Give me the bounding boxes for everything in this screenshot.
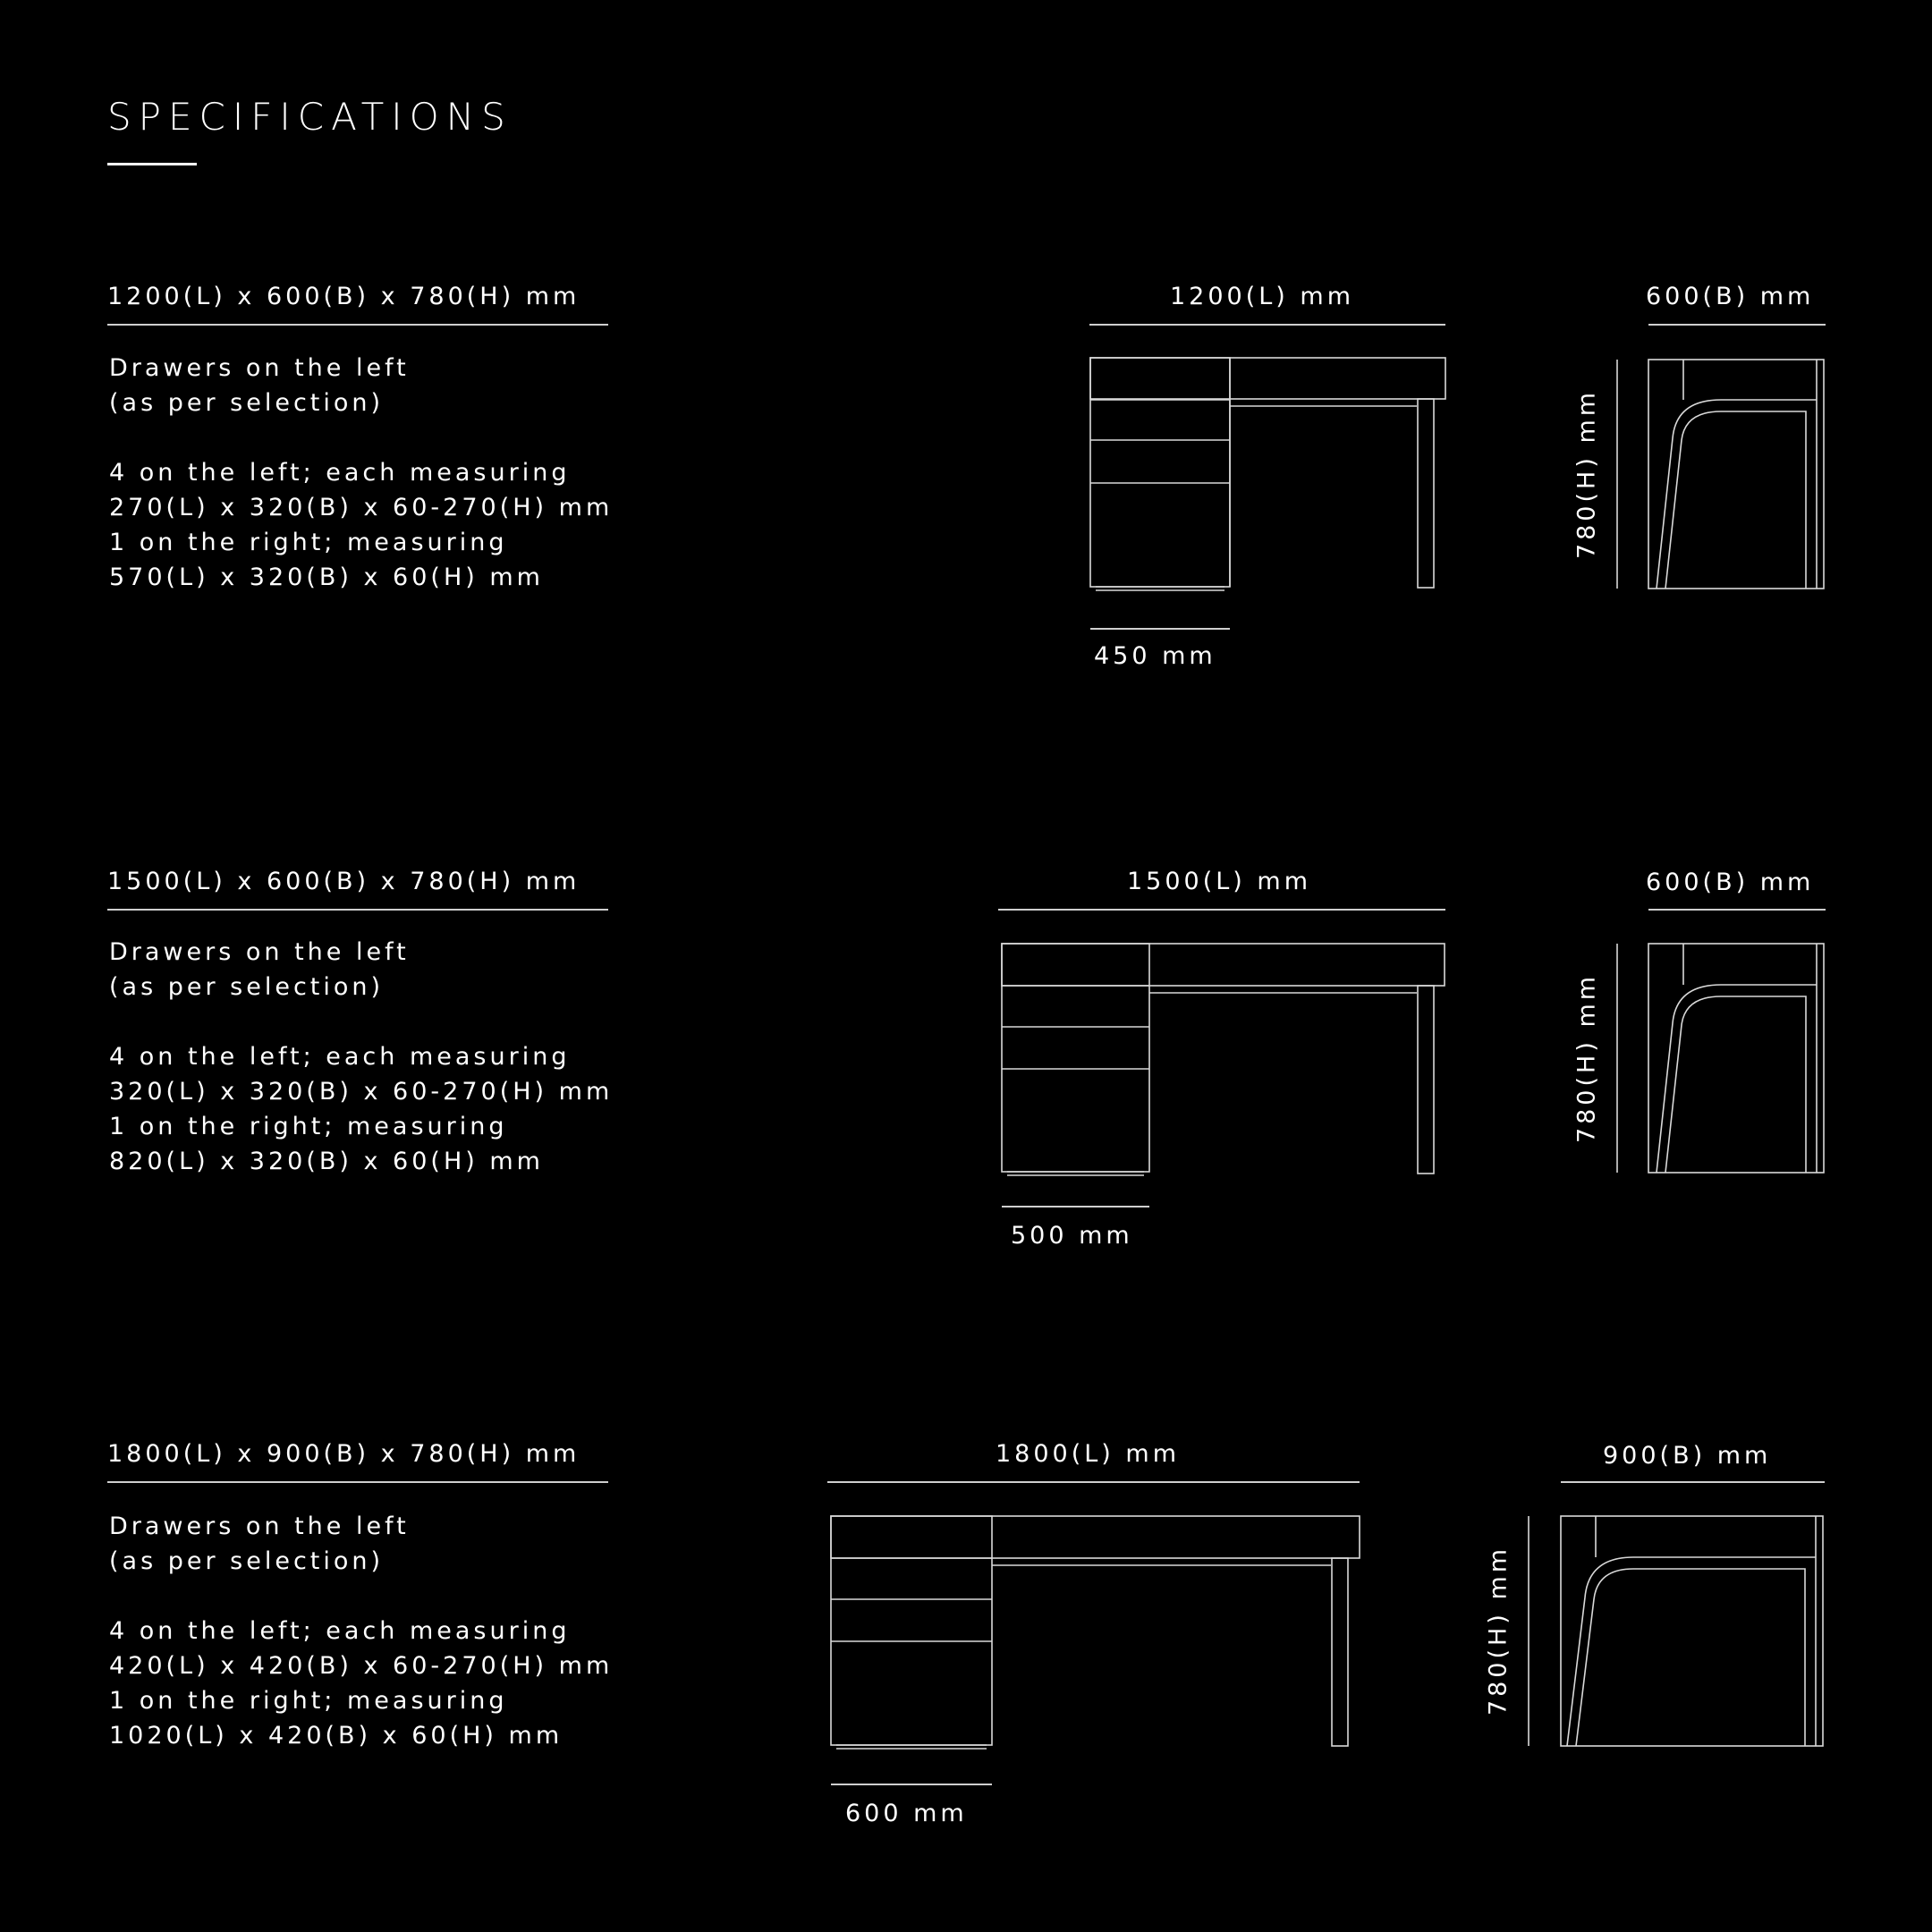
drawer-width-rule (831, 1784, 992, 1785)
side-breadth-label: 600(B) mm (1646, 283, 1815, 310)
desc-line: 1 on the right; measuring (109, 1113, 508, 1140)
desc-line: 4 on the left; each measuring (109, 459, 571, 487)
front-length-label: 1800(L) mm (996, 1440, 1181, 1468)
desc-line: 4 on the left; each measuring (109, 1043, 571, 1071)
desc-line: Drawers on the left (109, 354, 410, 382)
desc-line: 1 on the right; measuring (109, 529, 508, 556)
desc-line: 270(L) x 320(B) x 60-270(H) mm (109, 494, 614, 521)
side-view (1529, 1516, 1823, 1746)
height-label: 780(H) mm (1572, 388, 1601, 560)
front-view (831, 1516, 1360, 1749)
desc-line: (as per selection) (109, 1547, 385, 1575)
drawer-width-label: 500 mm (1011, 1222, 1133, 1250)
side-breadth-label: 900(B) mm (1603, 1442, 1772, 1470)
desc-line: 320(L) x 320(B) x 60-270(H) mm (109, 1078, 614, 1106)
drawer-width-label: 600 mm (845, 1800, 968, 1827)
desc-line: 820(L) x 320(B) x 60(H) mm (109, 1148, 544, 1175)
drawer-width-label: 450 mm (1094, 642, 1216, 670)
desc-line: Drawers on the left (109, 1513, 410, 1540)
page-title: SPECIFICATIONS (107, 95, 513, 139)
desc-line: 4 on the left; each measuring (109, 1617, 571, 1645)
side-breadth-label: 600(B) mm (1646, 869, 1815, 896)
front-length-label: 1200(L) mm (1170, 283, 1355, 310)
desc-line: Drawers on the left (109, 938, 410, 966)
height-label: 780(H) mm (1572, 972, 1601, 1144)
desc-line: 1 on the right; measuring (109, 1687, 508, 1715)
section-heading: 1500(L) x 600(B) x 780(H) mm (107, 868, 580, 895)
desc-line: 1020(L) x 420(B) x 60(H) mm (109, 1722, 564, 1750)
desc-line: 570(L) x 320(B) x 60(H) mm (109, 564, 544, 591)
section-heading: 1200(L) x 600(B) x 780(H) mm (107, 283, 580, 310)
desc-line: (as per selection) (109, 973, 385, 1001)
height-label: 780(H) mm (1484, 1545, 1513, 1716)
desc-line: (as per selection) (109, 389, 385, 417)
front-length-label: 1500(L) mm (1127, 868, 1312, 895)
desc-line: 420(L) x 420(B) x 60-270(H) mm (109, 1652, 614, 1680)
section-heading: 1800(L) x 900(B) x 780(H) mm (107, 1440, 580, 1468)
